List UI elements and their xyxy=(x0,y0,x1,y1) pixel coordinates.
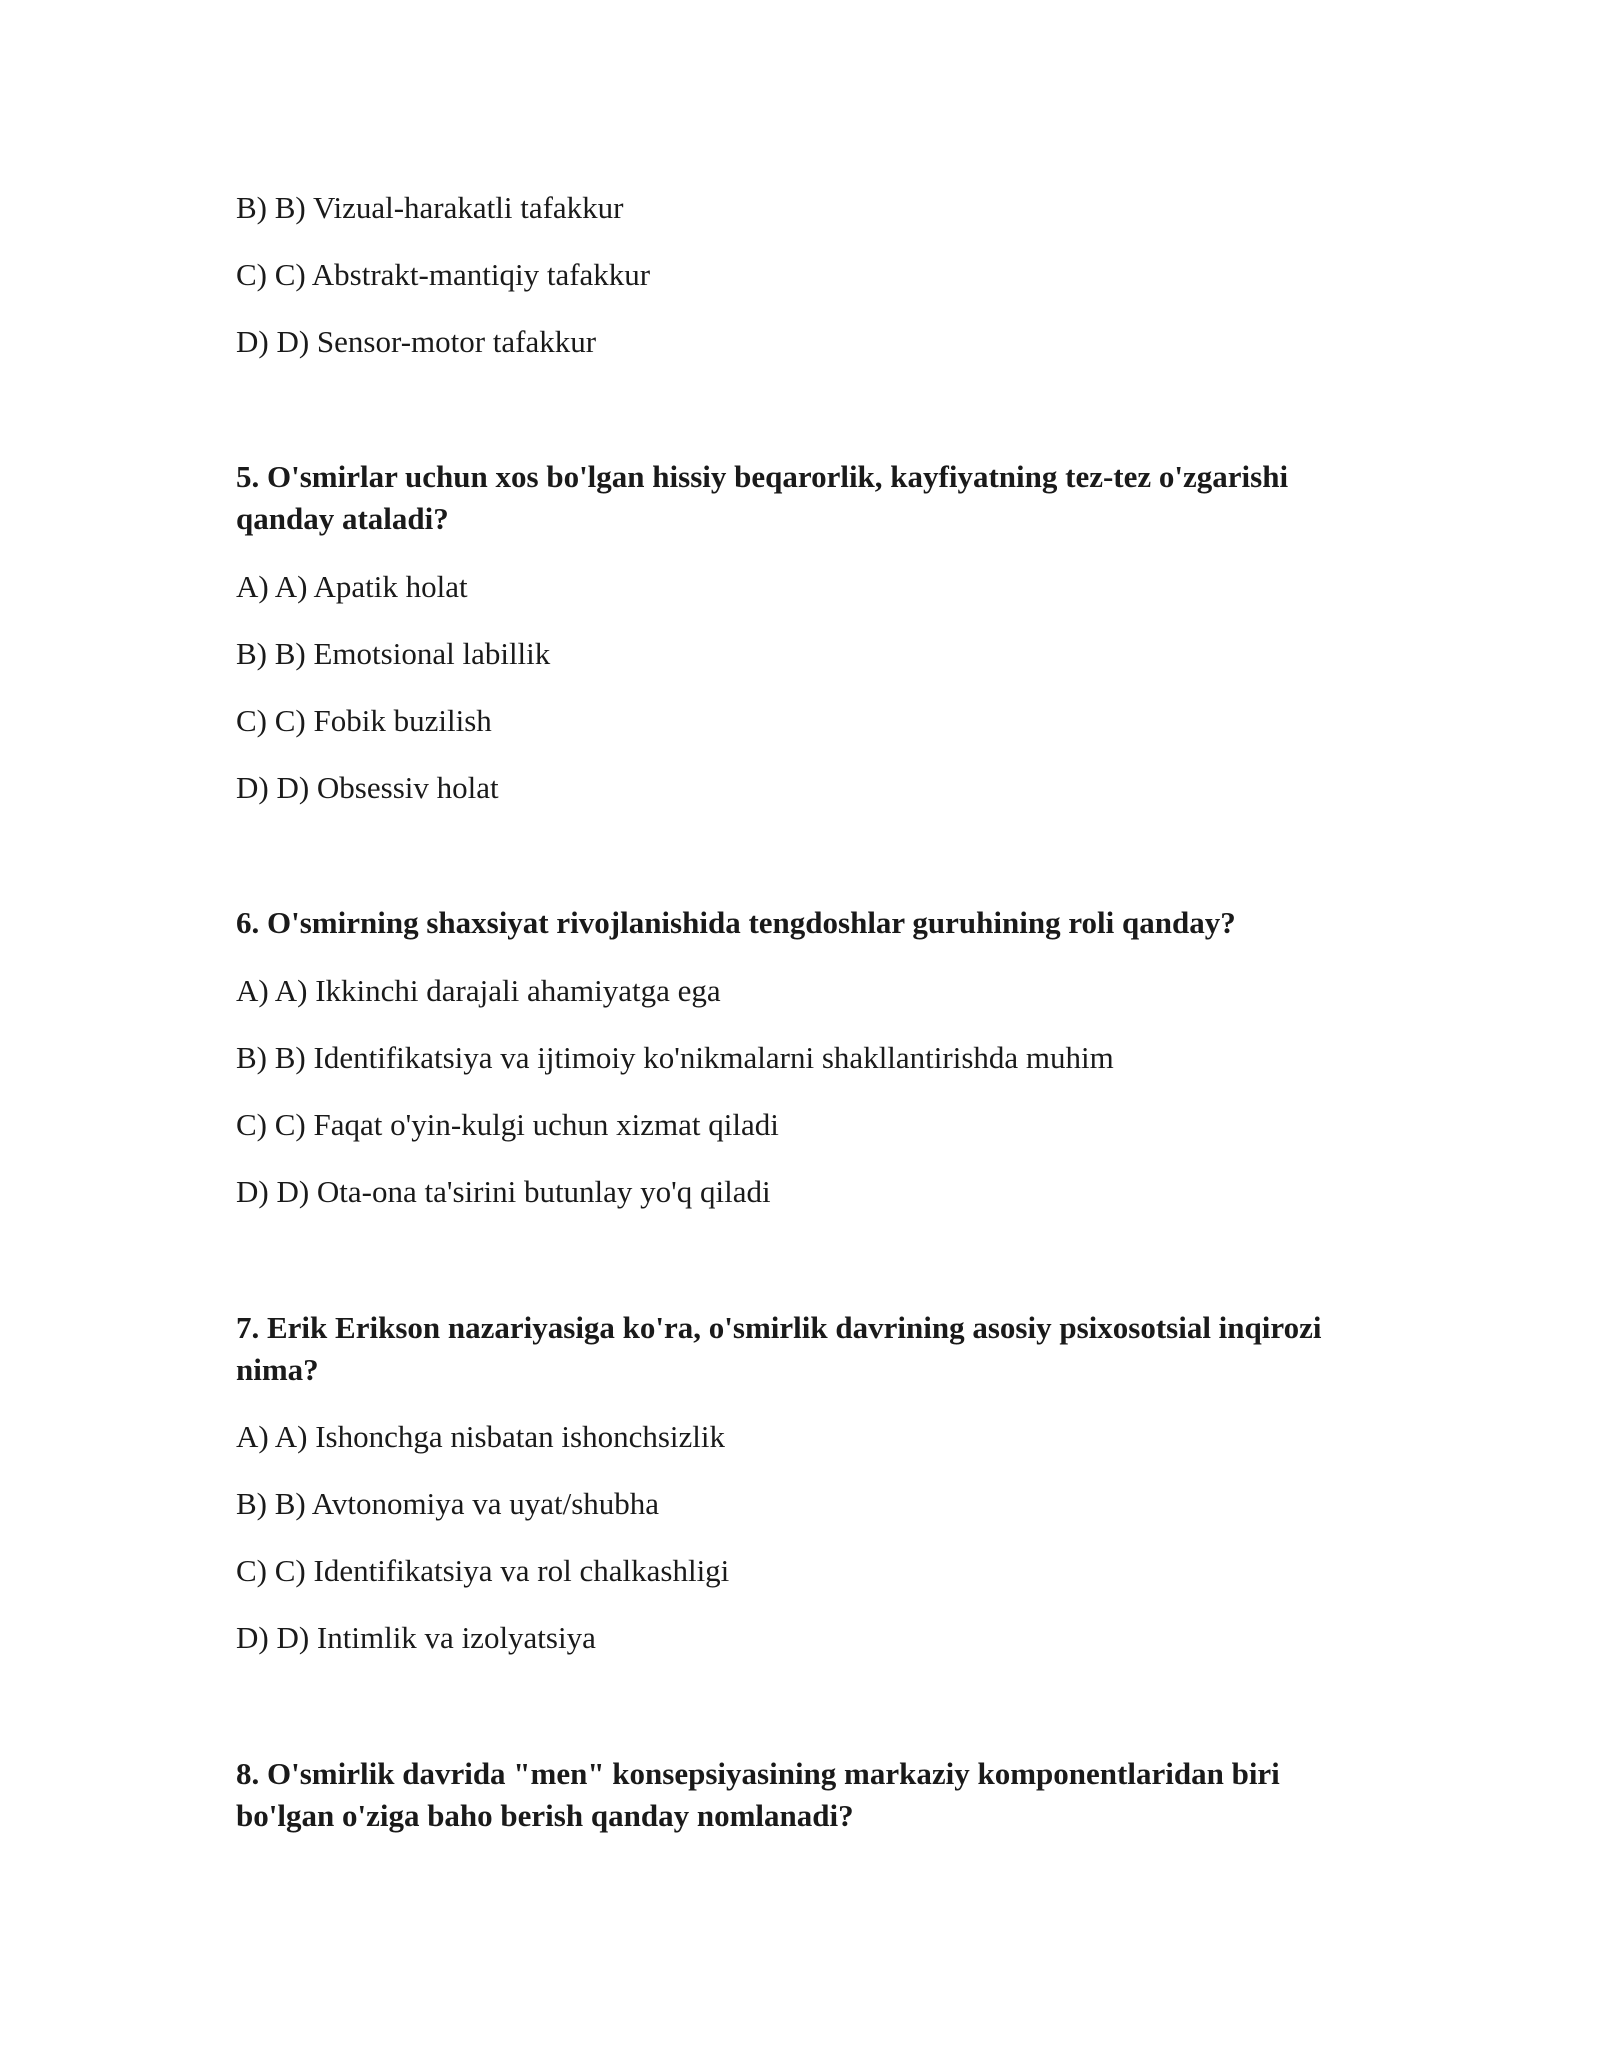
question-block xyxy=(236,1307,1366,1391)
option-item: D) D) Obsessiv holat xyxy=(236,770,499,805)
question-block xyxy=(236,902,1366,944)
option-item: B) B) Vizual-harakatli tafakkur xyxy=(236,190,624,225)
option-item: C) C) Identifikatsiya va rol chalkashligi xyxy=(236,1553,730,1588)
option-item: A) A) Ikkinchi darajali ahamiyatga ega xyxy=(236,973,721,1008)
question-text: 7. Erik Erikson nazariyasiga ko'ra, o'smirlik davrining asosiy psixosotsial inqirozi nima? xyxy=(236,1310,1322,1387)
option-item: A) A) Ishonchga nisbatan ishonchsizlik xyxy=(236,1419,726,1454)
option-item: D) D) Intimlik va izolyatsiya xyxy=(236,1620,596,1655)
option-item: B) B) Avtonomiya va uyat/shubha xyxy=(236,1486,660,1521)
option-item: B) B) Emotsional labillik xyxy=(236,636,551,671)
option-item: A) A) Apatik holat xyxy=(236,569,468,604)
option-item: C) C) Faqat o'yin-kulgi uchun xizmat qiladi xyxy=(236,1107,779,1142)
question-text: 8. O'smirlik davrida "men" konsepsiyasining markaziy komponentlaridan biri bo'lgan o'ziga baho berish qanday nomlanadi? xyxy=(236,1756,1280,1833)
option-item: D) D) Ota-ona ta'sirini butunlay yo'q qiladi xyxy=(236,1174,771,1209)
option-item: C) C) Fobik buzilish xyxy=(236,703,492,738)
question-text: 5. O'smirlar uchun xos bo'lgan hissiy beqarorlik, kayfiyatning tez-tez o'zgarishi qanday ataladi? xyxy=(236,459,1289,536)
option-item: C) C) Abstrakt-mantiqiy tafakkur xyxy=(236,257,651,292)
option-item: B) B) Identifikatsiya va ijtimoiy ko'nikmalarni shakllantirishda muhim xyxy=(236,1040,1114,1075)
question-block xyxy=(236,1753,1366,1837)
question-block xyxy=(236,456,1366,540)
question-text: 6. O'smirning shaxsiyat rivojlanishida tengdoshlar guruhining roli qanday? xyxy=(236,905,1236,940)
option-item: D) D) Sensor-motor tafakkur xyxy=(236,324,597,359)
